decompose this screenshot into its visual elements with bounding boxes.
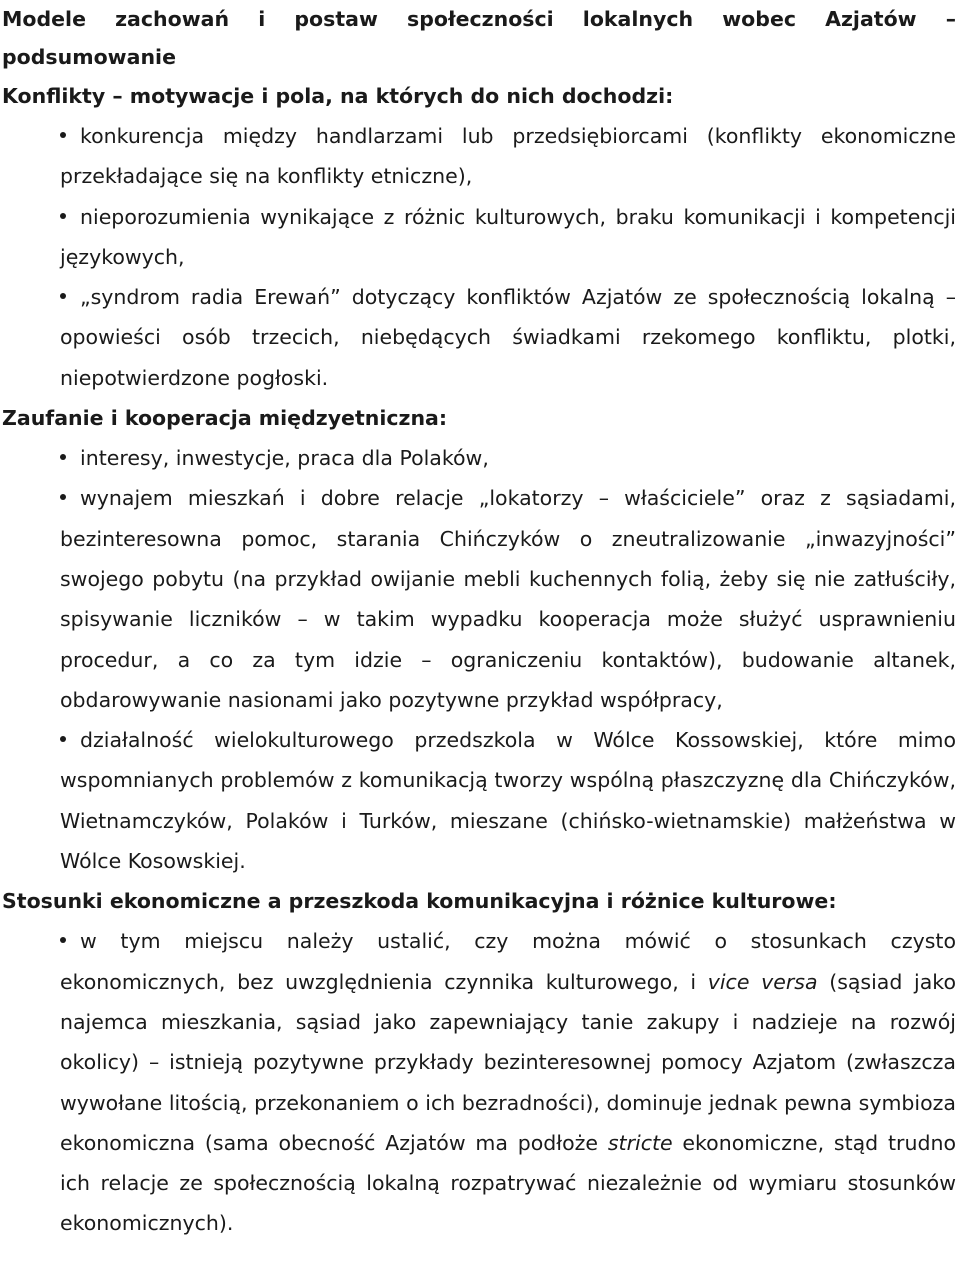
- list-item: [60, 197, 956, 278]
- bullet-icon: [60, 937, 66, 943]
- list-item-text-part: (sąsiad jako najemca mieszkania, sąsiad jako zapewniający tanie zakupy i nadzieje na rozwój okolicy) – istnieją pozytywne przykłady bezinteresownej pomocy Azjatom (zwłaszcza wywołane litością, przekonaniem o ich bezradności), dominuje jednak pewna symbioza ekonomiczna (sama obecność Azjatów ma podłoże: [60, 969, 956, 1155]
- list-item-text: wynajem mieszkań i dobre relacje „lokatorzy – właściciele” oraz z sąsiadami, bezinteresowna pomoc, starania Chińczyków o zneutralizowanie „inwazyjności” swojego pobytu (na przykład owijanie mebli kuchennych folią, żeby się nie zatłuściły, spisywanie liczników – w takim wypadku kooperacja może służyć usprawnieniu procedur, a co za tym idzie – ograniczeniu kontaktów), budowanie altanek, obdarowywanie nasionami jako pozytywne przykład współpracy,: [60, 486, 956, 712]
- list-item: [60, 438, 956, 478]
- bullet-icon: [60, 293, 66, 299]
- italic-phrase-vice-versa: vice versa: [707, 969, 818, 994]
- list-item: [60, 720, 956, 881]
- list-item-text: interesy, inwestycje, praca dla Polaków,: [80, 446, 489, 471]
- economic-list: [2, 921, 956, 1243]
- bullet-icon: [60, 132, 66, 138]
- list-item-text: konkurencja między handlarzami lub przedsiębiorcami (konflikty ekonomiczne przekładające się na konflikty etniczne),: [60, 124, 956, 189]
- list-item: [60, 921, 956, 1243]
- list-item: [60, 277, 956, 398]
- bullet-icon: [60, 494, 66, 500]
- conflicts-list: [2, 116, 956, 398]
- list-item-text: działalność wielokulturowego przedszkola w Wólce Kossowskiej, które mimo wspomnianych problemów z komunikacją tworzy wspólną płaszczyznę dla Chińczyków, Wietnamczyków, Polaków i Turków, mieszane (chińsko-wietnamskie) małżeństwa w Wólce Kosowskiej.: [60, 728, 956, 874]
- bullet-icon: [60, 454, 66, 460]
- list-item-text-part: w tym miejscu należy ustalić, czy można mówić o stosunkach czysto ekonomicznych, bez uwzględnienia czynnika kulturowego, i: [60, 929, 956, 994]
- bullet-icon: [60, 213, 66, 219]
- bullet-icon: [60, 736, 66, 742]
- list-item: [60, 478, 956, 720]
- list-item-text: nieporozumienia wynikające z różnic kulturowych, braku komunikacji i kompetencji językowych,: [60, 204, 956, 269]
- italic-word-stricte: stricte: [607, 1130, 673, 1155]
- section-heading-economic: Stosunki ekonomiczne a przeszkoda komunikacyjna i różnice kulturowe:: [2, 889, 837, 914]
- list-item-text: „syndrom radia Erewań” dotyczący konfliktów Azjatów ze społecznością lokalną – opowieści osób trzecich, niebędących świadkami rzekomego konfliktu, plotki, niepotwierdzone pogłoski.: [60, 285, 956, 390]
- trust-list: [2, 438, 956, 881]
- section-heading-conflicts: Konflikty – motywacje i pola, na których do nich dochodzi:: [2, 84, 674, 108]
- section-heading-trust: Zaufanie i kooperacja międzyetniczna:: [2, 406, 448, 431]
- list-item-text-part: ekonomiczne, stąd trudno ich relacje ze społecznością lokalną rozpatrywać niezależnie od wymiaru stosunków ekonomicznych).: [60, 1130, 956, 1236]
- list-item: [60, 116, 956, 197]
- document-title: Modele zachowań i postaw społeczności lokalnych wobec Azjatów – podsumowanie: [2, 7, 956, 69]
